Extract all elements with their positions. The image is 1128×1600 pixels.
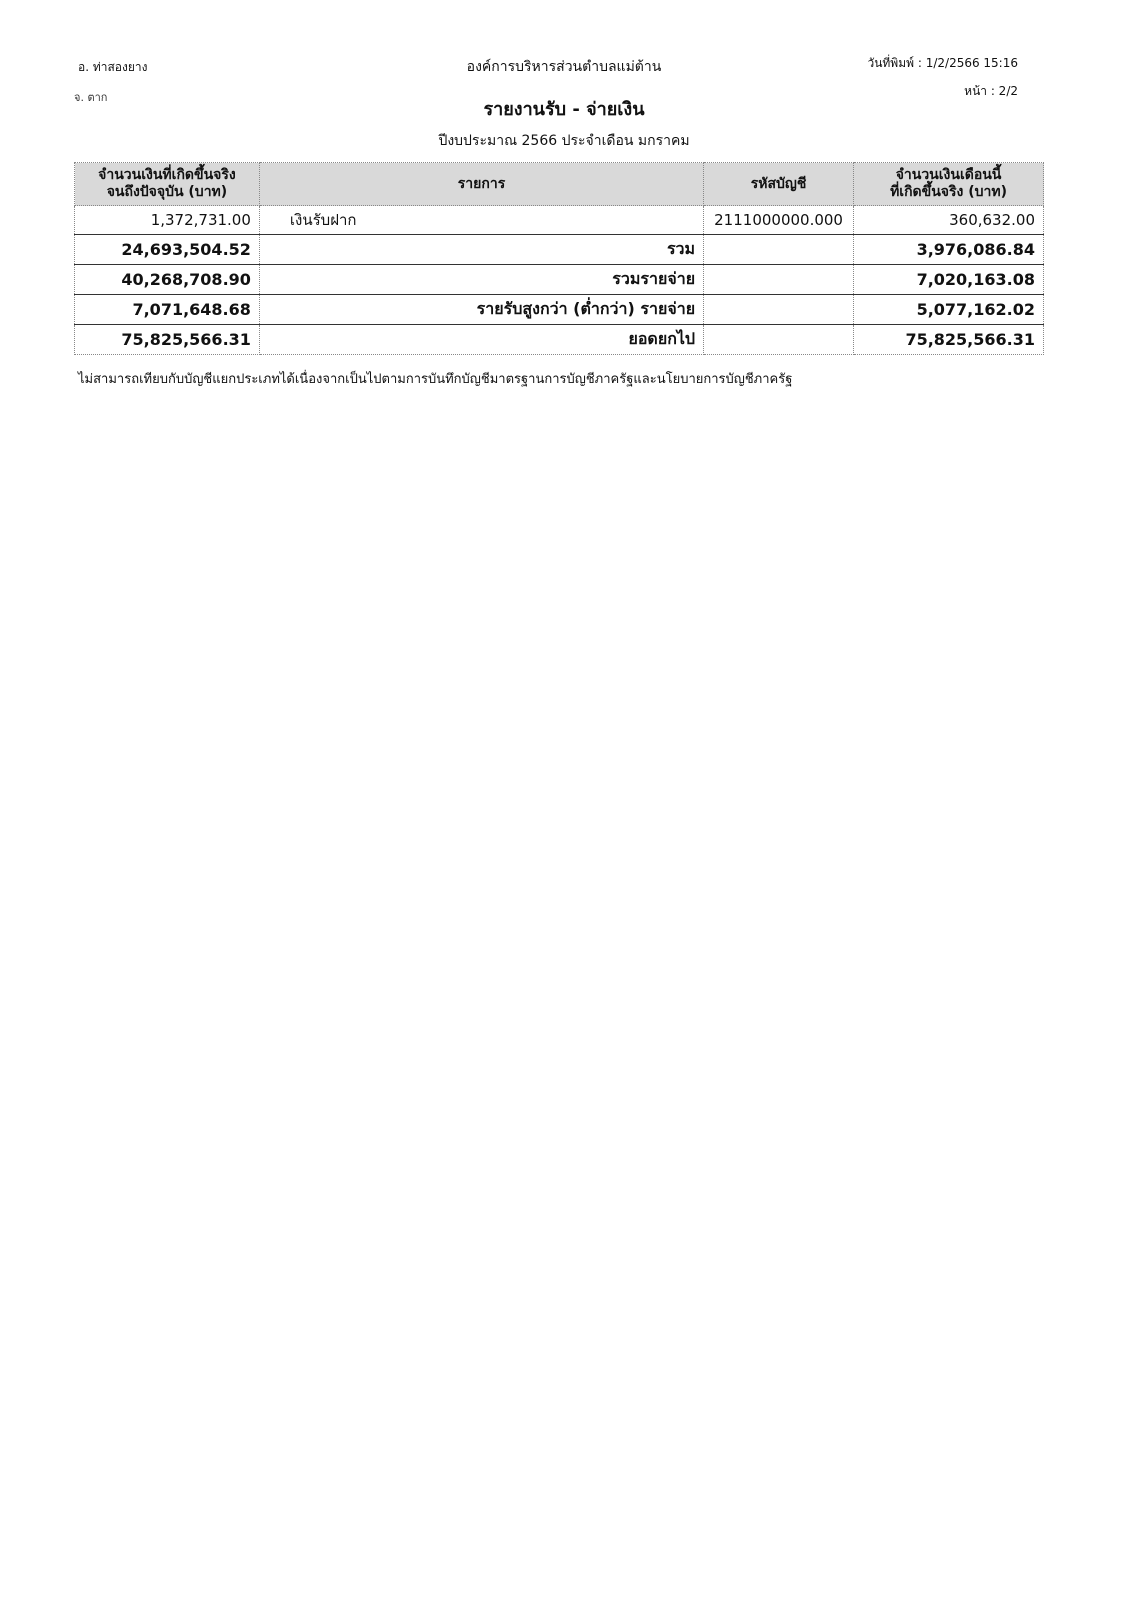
item-cell: เงินรับฝาก: [259, 206, 703, 235]
ytd-cell: 1,372,731.00: [75, 206, 260, 235]
code-cell: [704, 235, 854, 265]
header-ytd-amount: [75, 163, 260, 206]
code-cell: [704, 265, 854, 295]
footnote: ไม่สามารถเทียบกับบัญชีแยกประเภทได้เนื่องจากเป็นไปตามการบันทึกบัญชีมาตรฐานการบัญชีภาครัฐและนโยบายการบัญชีภาครัฐ: [78, 372, 793, 387]
ytd-cell: 75,825,566.31: [75, 325, 260, 355]
header-ytd-line2: จนถึงปัจจุบัน (บาท): [106, 184, 228, 200]
report-subtitle: ปีงบประมาณ 2566 ประจำเดือน มกราคม: [438, 133, 690, 149]
page-number: หน้า : 2/2: [964, 84, 1018, 98]
header-ytd-line1: จำนวนเงินที่เกิดขึ้นจริง: [98, 167, 236, 183]
table-row: [75, 265, 1044, 295]
table-row: [75, 235, 1044, 265]
ytd-cell: 7,071,648.68: [75, 295, 260, 325]
table-row: [75, 206, 1044, 235]
header-month-line2: ที่เกิดขึ้นจริง (บาท): [890, 184, 1007, 200]
code-cell: 2111000000.000: [704, 206, 854, 235]
table-row: [75, 295, 1044, 325]
report-title: รายงานรับ - จ่ายเงิน: [483, 99, 645, 120]
month-cell: 5,077,162.02: [854, 295, 1044, 325]
organization-name: องค์การบริหารส่วนตำบลแม่ต้าน: [466, 59, 662, 75]
header-account-code: รหัสบัญชี: [704, 163, 854, 206]
code-cell: [704, 295, 854, 325]
month-cell: 3,976,086.84: [854, 235, 1044, 265]
item-cell: รวมรายจ่าย: [259, 265, 703, 295]
header-month-amount: [854, 163, 1044, 206]
header-month-line1: จำนวนเงินเดือนนี้: [895, 167, 1002, 183]
item-cell: รวม: [259, 235, 703, 265]
print-date: วันที่พิมพ์ : 1/2/2566 15:16: [867, 56, 1018, 70]
item-cell: ยอดยกไป: [259, 325, 703, 355]
month-cell: 7,020,163.08: [854, 265, 1044, 295]
table-header-row: [75, 163, 1044, 206]
ytd-cell: 40,268,708.90: [75, 265, 260, 295]
province-label: จ. ตาก: [74, 91, 108, 104]
header-item: รายการ: [259, 163, 703, 206]
receipts-payments-table: [74, 162, 1044, 355]
item-cell: รายรับสูงกว่า (ต่ำกว่า) รายจ่าย: [259, 295, 703, 325]
ytd-cell: 24,693,504.52: [75, 235, 260, 265]
district-label: อ. ท่าสองยาง: [78, 60, 148, 74]
table-row: [75, 325, 1044, 355]
code-cell: [704, 325, 854, 355]
month-cell: 75,825,566.31: [854, 325, 1044, 355]
month-cell: 360,632.00: [854, 206, 1044, 235]
